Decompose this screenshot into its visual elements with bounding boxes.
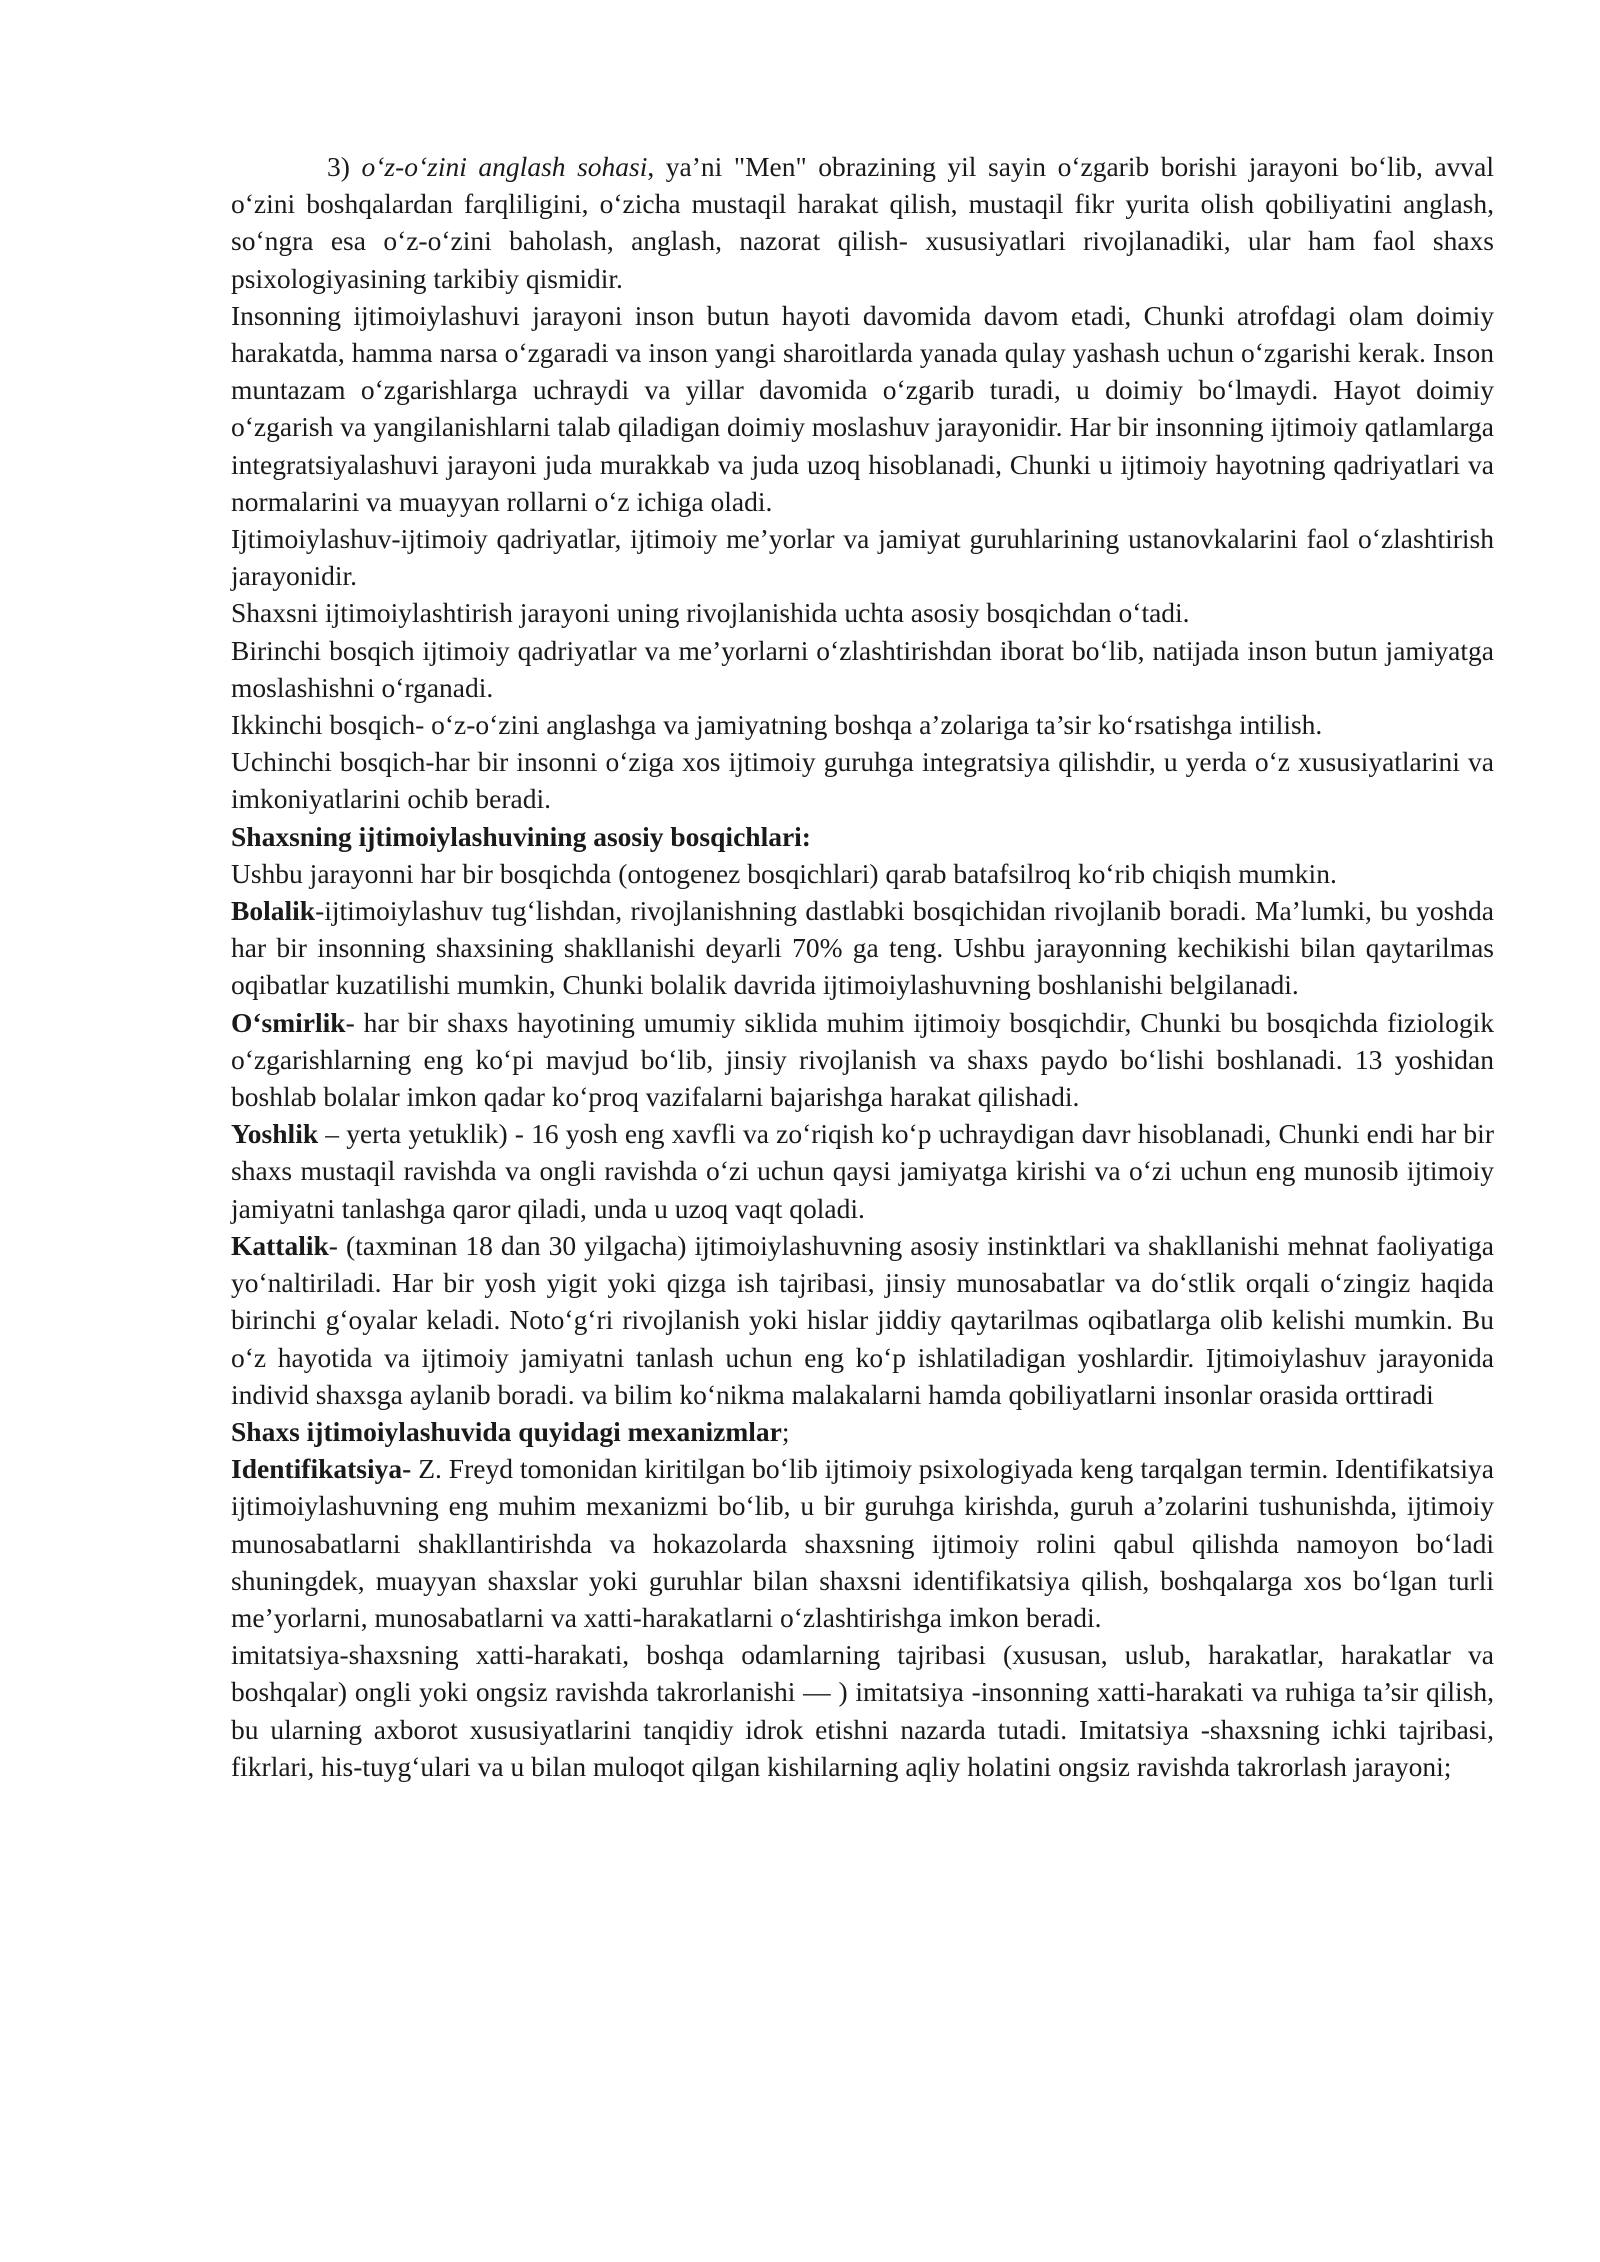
paragraph-adulthood (231, 1227, 1494, 1413)
paragraph-adolescence (231, 1004, 1494, 1116)
term-bold: Yoshlik (231, 1118, 319, 1150)
paragraph-prefix: 3) (327, 151, 362, 182)
paragraph-youth (231, 1115, 1494, 1227)
paragraph-first-stage: Birinchi bosqich ijtimoiy qadriyatlar va me’yorlarni o‘zlashtirishdan iborat bo‘lib, natijada inson butun jamiyatga moslashishni o‘rganadi. (231, 634, 1494, 703)
paragraph-self-awareness (231, 148, 1494, 297)
paragraph-text: - (taxminan 18 dan 30 yilgacha) ijtimoiylashuvning asosiy instinktlari va shakllanishi mehnat faoliyatiga yo‘naltiriladi. Har bir yosh yigit yoki qizga ish tajribasi, jinsiy munosabatlar va do‘stlik orqali o‘zingiz haqida birinchi g‘oyalar keladi. Noto‘g‘ri rivojlanish yoki hislar jiddiy qaytarilmas oqibatlarga olib kelishi mumkin. Bu o‘z hayotida va ijtimoiy jamiyatni tanlash uchun eng ko‘p ishlatiladigan yoshlardir. Ijtimoiylashuv jarayonida individ shaxsga aylanib boradi. va bilim ko‘nikma malakalarni hamda qobiliyatlarni insonlar orasida orttiradi (231, 1229, 1494, 1410)
term-bold: Bolalik (231, 895, 316, 927)
section-heading-stages: Shaxsning ijtimoiylashuvining asosiy bosqichlari: (231, 820, 811, 852)
term-bold: Kattalik (231, 1229, 329, 1261)
paragraph-ontogenesis: Ushbu jarayonni har bir bosqichda (ontogenez bosqichlari) qarab batafsilroq ko‘rib chiqish mumkin. (231, 857, 1337, 889)
paragraph-text: Z. Freyd tomonidan kiritilgan bo‘lib ijtimoiy psixologiyada keng tarqalgan termin. Identifikatsiya ijtimoiylashuvning eng muhim mexanizmi bo‘lib, u bir guruhga kirishda, guruh a’zolarini tushunishda, ijtimoiy munosabatlarni shakllantirishda va hokazolarda shaxsning ijtimoiy rolini qabul qilishda namoyon bo‘ladi shuningdek, muayyan shaxslar yoki guruhlar bilan shaxsni identifikatsiya qilish, boshqalarga xos bo‘lgan turli me’yorlarni, munosabatlarni va xatti-harakatlarni o‘zlashtirishga imkon beradi. (231, 1453, 1494, 1633)
paragraph-text: , ya’ni "Men" obrazining yil sayin o‘zgarib borishi jarayoni bo‘lib, avval o‘zini boshqalardan farqliligini, o‘zicha mustaqil harakat qilish, mustaqil fikr yurita olish qobiliyatini anglash, so‘ngra esa o‘z-o‘zini baholash, anglash, nazorat qilish- xususiyatlari rivojlanadiki, ular ham faol shaxs psixologiyasining tarkibiy qismidir. (231, 151, 1495, 294)
section-heading-mechanisms (231, 1413, 1494, 1450)
term-bold: O‘smirlik (231, 1006, 346, 1038)
paragraph-socialization-process: Insonning ijtimoiylashuvi jarayoni inson butun hayoti davomida davom etadi, Chunki atrofdagi olam doimiy harakatda, hamma narsa o‘zgaradi va inson yangi sharoitlarda yanada qulay yashash uchun o‘zgarishi kerak. Inson muntazam o‘zgarishlarga uchraydi va yillar davomida o‘zgarib turadi, u doimiy bo‘lmaydi. Hayot doimiy o‘zgarish va yangilanishlarni talab qiladigan doimiy moslashuv jarayonidir. Har bir insonning ijtimoiy qatlamlarga integratsiyalashuvi jarayoni juda murakkab va juda uzoq hisoblanadi, Chunki u ijtimoiy hayotning qadriyatlari va normalarini va muayyan rollarni o‘z ichiga oladi. (231, 299, 1494, 517)
paragraph-text: -ijtimoiylashuv tug‘lishdan, rivojlanishning dastlabki bosqichidan rivojlanib boradi. Ma’lumki, bu yoshda har bir insonning shaxsining shakllanishi deyarli 70% ga teng. Ushbu jarayonning kechikishi bilan qaytarilmas oqibatlar kuzatilishi mumkin, Chunki bolalik davrida ijtimoiylashuvning boshlanishi belgilanadi. (231, 895, 1494, 1001)
paragraph-text: - har bir shaxs hayotining umumiy siklida muhim ijtimoiy bosqichdir, Chunki bu bosqichda fiziologik o‘zgarishlarning eng ko‘pi mavjud bo‘lib, jinsiy rivojlanish va shaxs paydo bo‘lishi boshlanadi. 13 yoshidan boshlab bolalar imkon qadar ko‘proq vazifalarni bajarishga harakat qilishadi. (231, 1006, 1494, 1113)
heading-punctuation: ; (781, 1415, 790, 1447)
paragraph-identification (231, 1450, 1494, 1636)
paragraph-second-stage: Ikkinchi bosqich- o‘z-o‘zini anglashga va jamiyatning boshqa a’zolariga ta’sir ko‘rsatishga intilish. (231, 709, 1323, 741)
paragraph-three-stages: Shaxsni ijtimoiylashtirish jarayoni uning rivojlanishida uchta asosiy bosqichdan o‘tadi. (231, 597, 1190, 629)
term-bold: Identifikatsiya- (231, 1453, 412, 1485)
paragraph-text: – yerta yetuklik) - 16 yosh eng xavfli va zo‘riqish ko‘p uchraydigan davr hisoblanadi, Chunki endi har bir shaxs mustaqil ravishda va ongli ravishda o‘zi uchun qaysi jamiyatga kirishi va o‘zi uchun eng munosib ijtimoiy jamiyatni tanlashga qaror qiladi, unda u uzoq vaqt qoladi. (231, 1118, 1494, 1224)
paragraph-childhood (231, 892, 1494, 1004)
heading-bold: Shaxs ijtimoiylashuvida quyidagi mexanizmlar (231, 1415, 782, 1447)
paragraph-imitation: imitatsiya-shaxsning xatti-harakati, boshqa odamlarning tajribasi (xususan, uslub, harakatlar, harakatlar va boshqalar) ongli yoki ongsiz ravishda takrorlanishi — ) imitatsiya -insonning xatti-harakati va ruhiga ta’sir qilish, bu ularning axborot xususiyatlarini tanqidiy idrok etishni nazarda tutadi. Imitatsiya -shaxsning ichki tajribasi, fikrlari, his-tuyg‘ulari va u bilan muloqot qilgan kishilarning aqliy holatini ongsiz ravishda takrorlash jarayoni; (231, 1639, 1494, 1782)
paragraph-socialization-definition: Ijtimoiylashuv-ijtimoiy qadriyatlar, ijtimoiy me’yorlar va jamiyat guruhlarining ustanovkalarini faol o‘zlashtirish jarayonidir. (231, 523, 1494, 592)
italic-term: o‘z-o‘zini anglash sohasi (361, 151, 648, 182)
paragraph-third-stage: Uchinchi bosqich-har bir insonni o‘ziga xos ijtimoiy guruhga integratsiya qilishdir, u yerda o‘z xususiyatlarini va imkoniyatlarini ochib beradi. (231, 746, 1494, 815)
